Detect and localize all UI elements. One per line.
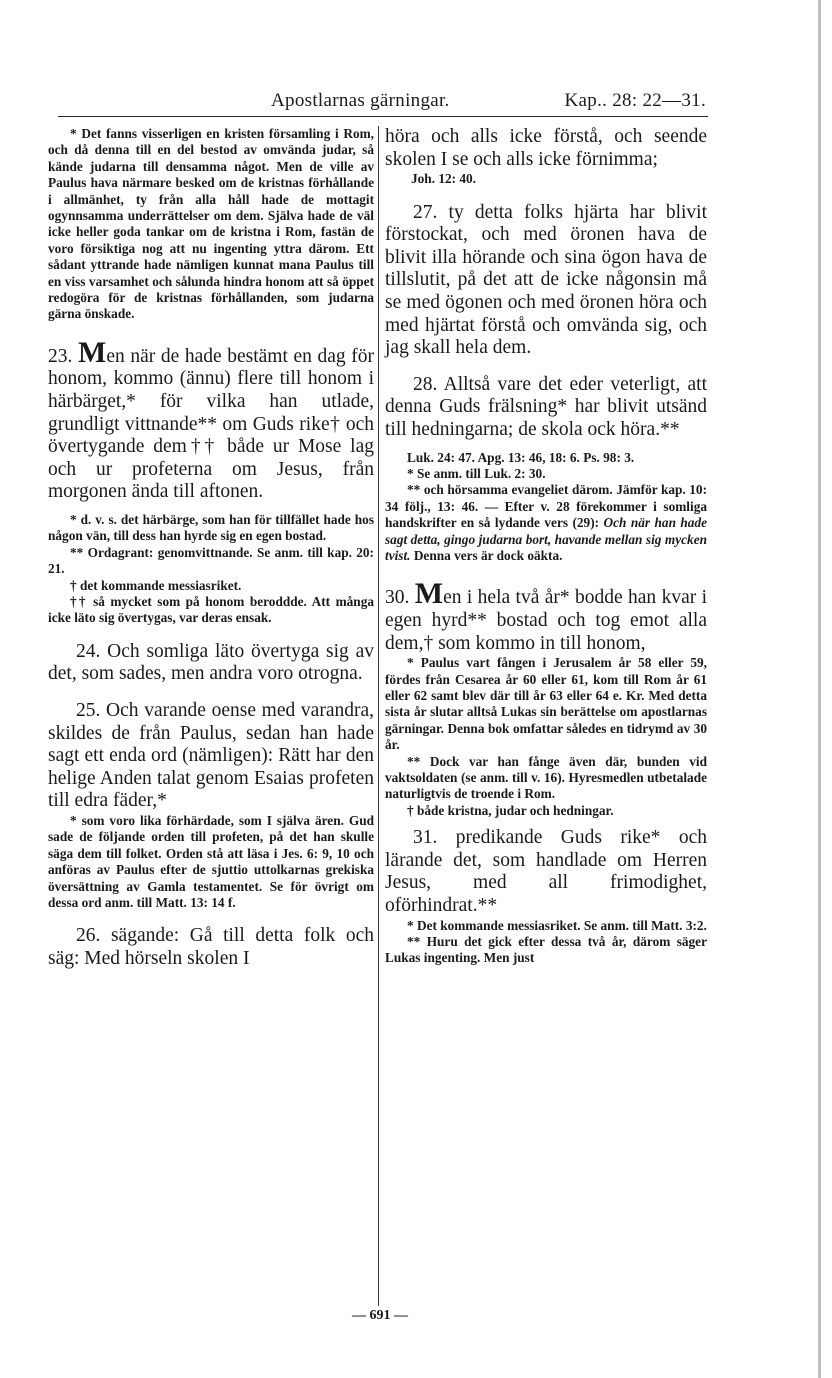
footnote: ** Dock var han fånge även där, bunden vid vaktsoldaten (se anm. till v. 16). Hyresmedlen utbetalade naturligtvis de troende i Rom. bbox=[385, 753, 707, 802]
footnote: †† så mycket som på honom beroddde. Att många icke läto sig övertygas, var deras ensak. bbox=[48, 594, 374, 626]
drop-initial: M bbox=[414, 577, 444, 611]
right-column bbox=[385, 126, 707, 967]
footnote-italic-verse: Och när han hade sagt detta, gingo judarna bort, havande mellan sig mycken tvist. bbox=[385, 515, 708, 563]
footnote-intro: * Det fanns visserligen en kristen församling i Rom, och då denna till en del bestod av omvända judar, så kände judarna till densamma något. Men de ville av Paulus hava närmare besked om de kristnas förhållande i allmänhet, ty från alla håll hade de mottagit ogynnsamma underrättelser om dem. Själva hade de väl icke heller goda tankar om de kristna i Rom, fastän de voro försiktiga nog att nu ingenting yttra därom. Ett sådant yttrande hade nämligen kunnat mana Paulus till en viss varsamhet och sålunda hindra honom att så öppet redogöra för de kristnas förhållanden, som judarna gärna önskade. bbox=[48, 126, 374, 322]
page-edge bbox=[818, 0, 821, 1378]
verse-30 bbox=[385, 577, 708, 655]
footnote: † det kommande messiasriket. bbox=[70, 577, 242, 593]
chapter-reference: Kap.. 28: 22—31. bbox=[564, 90, 706, 111]
footnote: † både kristna, judar och hedningar. bbox=[407, 802, 614, 818]
footnote: * Paulus vart fången i Jerusalem år 58 eller 59, fördes från Cesarea år 60 eller 61, kom till Rom år 61 eller 62 samt blev där till år 63 eller 64 e. Kr. Med detta sista år slutar alltså Lukas sin berättelse om apostlarnas gärningar. Denna bok omfattar således en tidrymd av 30 år. bbox=[385, 655, 707, 753]
page-number: — 691 — bbox=[352, 1308, 408, 1323]
verse-26-continued: höra och alls icke förstå, och seende skolen I se och alls icke förnimma; bbox=[385, 126, 707, 170]
column-divider bbox=[378, 126, 379, 1306]
footnote: ** Huru det gick efter dessa två år, därom säger Lukas ingenting. Men just bbox=[385, 934, 707, 966]
drop-initial: M bbox=[77, 335, 107, 369]
footnote bbox=[385, 482, 707, 564]
cross-reference: Joh. 12: 40. bbox=[411, 171, 477, 187]
verse-number: 23. bbox=[48, 345, 73, 367]
book-title: Apostlarnas gärningar. bbox=[271, 90, 450, 111]
verse-text: en när de hade bestämt en dag för honom, kommo (ännu) flere till honom i härbärget,* för vilka han utlade, grundligt vittnande** om Guds rike† och övertygande dem†† både ur Mose lag och ur profeterna om Jesus, från morgonen ända till aftonen. bbox=[48, 345, 375, 503]
footnote-text: Denna vers är dock oäkta. bbox=[413, 547, 563, 563]
footnote-text: ** och hörsamma evangeliet därom. Jämför kap. 10: 34 följ., 13: 46. — Efter v. 28 förekommer i somliga handskrifter en så lydande vers (29): bbox=[385, 482, 707, 531]
verse-24: 24. Och somliga läto övertyga sig av det, som sades, men andra voro otrogna. bbox=[48, 640, 374, 685]
verse-27: 27. ty detta folks hjärta har blivit förstockat, och med öronen hava de blivit illa hörande och sina ögon hava de tillslutit, på det att de icke någonsin må se med ögonen och med öronen höra och med hjärtat förstå och omvända sig, och jag skall hela dem. bbox=[385, 201, 707, 359]
verse-26: 26. sägande: Gå till detta folk och säg: Med hörseln skolen I bbox=[48, 925, 374, 970]
footnote: * som voro lika förhärdade, som I själva ären. Gud sade de följande orden till profeten, på det han skulle säga dem till folket. Orden stå att läsa i Jes. 6: 9, 10 och anföras av Paulus efter de sjuttio uttolkarnas grekiska översättning av Gamla testamentet. Se för övrigt om dessa ord anm. till Matt. 13: 14 f. bbox=[48, 813, 374, 911]
footnote: ** Ordagrant: genomvittnande. Se anm. till kap. 20: 21. bbox=[48, 544, 374, 577]
running-header bbox=[58, 88, 708, 117]
verse-23 bbox=[48, 335, 375, 504]
footnote: * Det kommande messiasriket. Se anm. till Matt. 3:2. bbox=[407, 917, 707, 933]
verse-28: 28. Alltså vare det eder veterligt, att denna Guds frälsning* har blivit utsänd till hedningarna; de skola ock höra.** bbox=[385, 373, 707, 440]
cross-reference: Luk. 24: 47. Apg. 13: 46, 18: 6. Ps. 98: 3. bbox=[407, 449, 635, 465]
footnote: * Se anm. till Luk. 2: 30. bbox=[407, 465, 546, 481]
verse-number: 30. bbox=[385, 587, 410, 609]
verse-text: en i hela två år* bodde han kvar i egen hyrd** bostad och tog emot alla dem,† som kommo in till honom, bbox=[385, 587, 708, 654]
left-column bbox=[48, 126, 374, 971]
footnote: * d. v. s. det härbärge, som han för tillfället hade hos någon vän, till dess han hyrde sig en egen bostad. bbox=[48, 512, 374, 544]
verse-25: 25. Och varande oense med varandra, skildes de från Paulus, sedan han hade sagt ett enda ord (nämligen): Rätt har den helige Anden talat genom Esaias profeten till edra fäder,* bbox=[48, 700, 374, 812]
verse-31: 31. predikande Guds rike* och lärande det, som handlade om Herren Jesus, med all frimodighet, oförhindrat.** bbox=[385, 827, 707, 916]
